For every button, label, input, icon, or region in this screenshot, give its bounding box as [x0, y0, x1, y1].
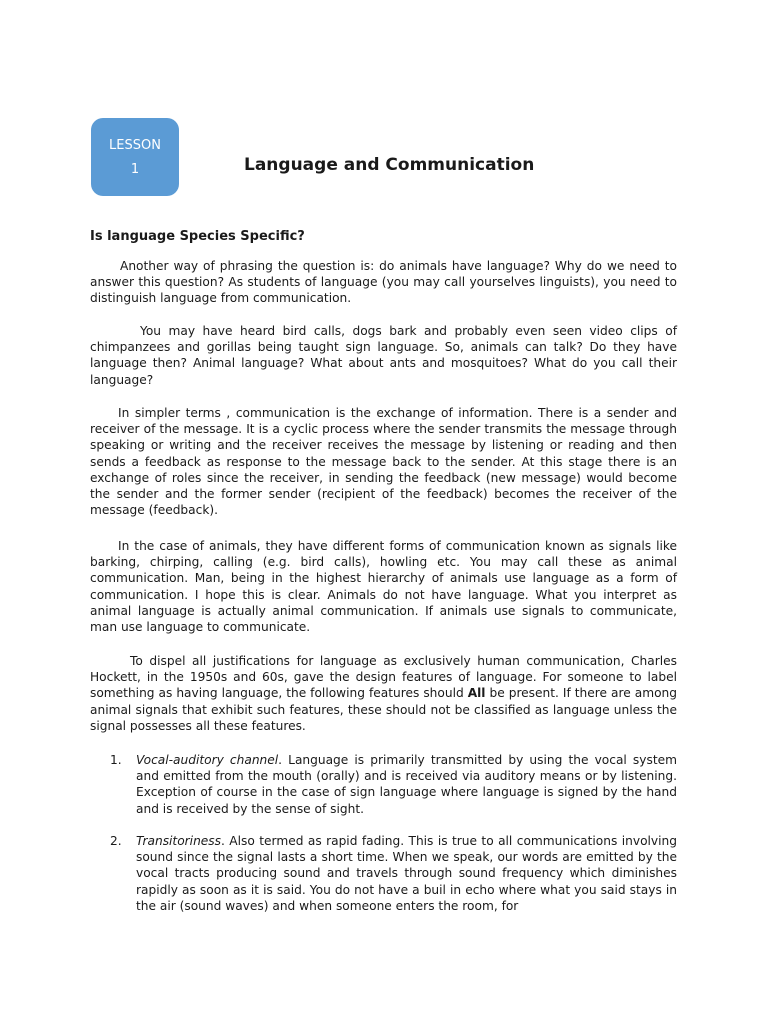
list-item-body	[136, 833, 677, 914]
lesson-label: LESSON	[109, 138, 161, 153]
paragraph-design-features-text-before: To dispel all justifications for language as exclusively human communication, Charles Hockett, in the 1950s and 60s, gave the design features of language. For someone to label something as having language, the following features should	[90, 654, 677, 701]
feature-description: . Language is primarily transmitted by using the vocal system and emitted from the mouth (orally) and is received via auditory means or by listening. Exception of course in the case of sign language where language is signed by the hand and is received by the sense of sight.	[136, 753, 677, 816]
list-item-vocal-auditory	[90, 752, 677, 817]
paragraph-communication-definition: In simpler terms , communication is the exchange of information. There is a sender and receiver of the message. It is a cyclic process where the sender transmits the message through speaking or writing and the receiver receives the message by listening or reading and then sends a feedback as response to the message back to the sender. At this stage there is an exchange of roles since the receiver, in sending the feedback (new message) would become the sender and the former sender (recipient of the feedback) becomes the receiver of the message (feedback).	[90, 406, 677, 518]
feature-term: Transitoriness	[136, 834, 221, 848]
page-title: Language and Communication	[244, 155, 535, 175]
list-item-number: 1.	[110, 753, 122, 767]
feature-description: . Also termed as rapid fading. This is true to all communications involving sound since the signal lasts a short time. When we speak, our words are emitted by the vocal tracts producing sound and travels through sound frequency which diminishes rapidly as soon as it is said. You do not have a buil in echo where what you said stays in the air (sound waves) and when someone enters the room, for	[136, 834, 677, 913]
lesson-badge	[91, 118, 179, 196]
list-item-transitoriness	[90, 833, 677, 914]
paragraph-intro: Another way of phrasing the question is: do animals have language? Why do we need to answer this question? As students of language (you may call yourselves linguists), you need to distinguish language from communication.	[90, 259, 677, 306]
paragraph-animal-sounds: You may have heard bird calls, dogs bark and probably even seen video clips of chimpanzees and gorillas being taught sign language. So, animals can talk? Do they have language then? Animal language? What about ants and mosquitoes? What do you call their language?	[90, 324, 677, 387]
emphasis-all: All	[467, 686, 486, 701]
paragraph-animal-signals: In the case of animals, they have different forms of communication known as signals like barking, chirping, calling (e.g. bird calls), howling etc. You may call these as animal communication. Man, being in the highest hierarchy of animals use language as a form of communication. I hope this is clear. Animals do not have language. What you interpret as animal language is actually animal communication. If animals use signals to communicate, man use language to communicate.	[90, 539, 677, 635]
feature-term: Vocal-auditory channel	[136, 753, 279, 767]
list-item-body	[136, 752, 677, 817]
section-heading: Is language Species Specific?	[90, 229, 305, 244]
paragraph-design-features-text-after: be present. If there are among animal signals that exhibit such features, these should not be classified as language unless the signal possesses all these features.	[90, 686, 677, 733]
lesson-number: 1	[130, 162, 140, 177]
paragraph-design-features	[90, 653, 677, 734]
list-item-number: 2.	[110, 834, 122, 848]
